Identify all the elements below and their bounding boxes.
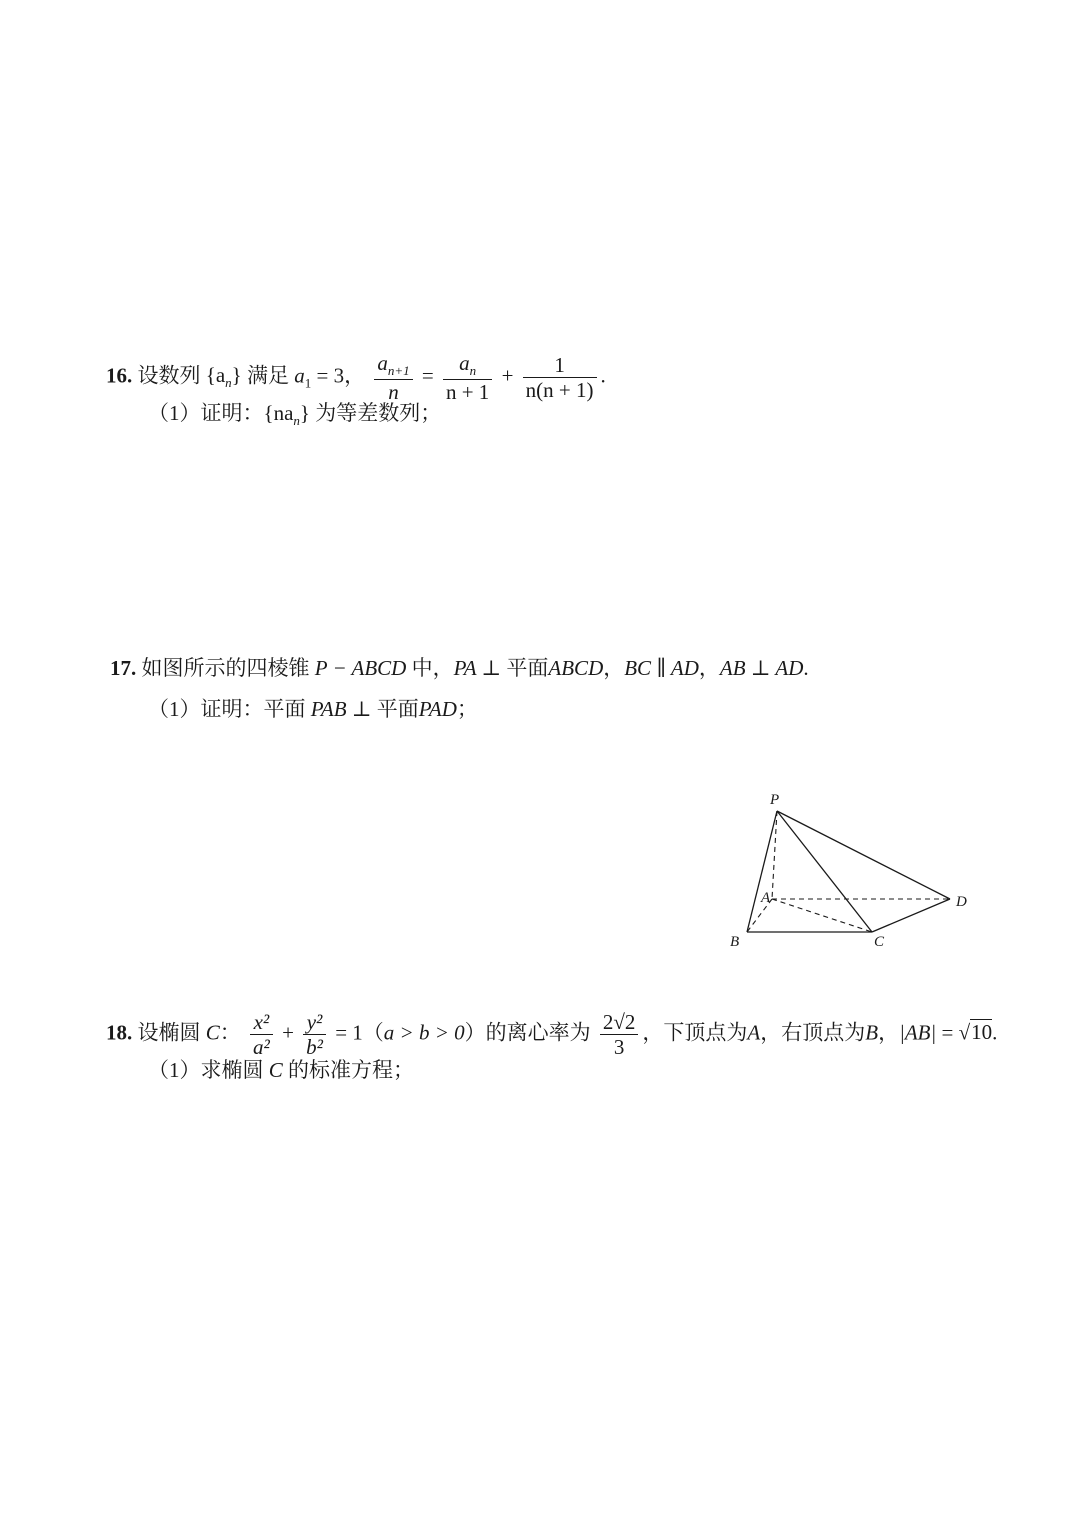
plane-word: 平面 xyxy=(376,697,419,721)
period: . xyxy=(992,1020,998,1045)
stem-text: 的离心率为 xyxy=(485,1020,591,1045)
vertex-label-a: A xyxy=(761,890,771,906)
problem-18-stem xyxy=(106,1010,997,1059)
equation-rhs: = 1（ xyxy=(335,1020,384,1045)
semicolon: ； xyxy=(456,697,478,721)
plane-pad: PAD xyxy=(418,697,457,721)
distance-ab: |AB| xyxy=(899,1020,937,1045)
stem-text: ，右顶点为 xyxy=(760,1020,866,1045)
sqrt-10: √10 xyxy=(958,1020,993,1045)
separator: ， xyxy=(603,656,625,680)
stem-text: 设数列 xyxy=(137,363,201,388)
pyramid-name: P − ABCD xyxy=(314,656,407,680)
a1-value: = 3， xyxy=(316,363,366,388)
vertex-label-c: C xyxy=(874,934,885,950)
period: . xyxy=(600,363,606,388)
problem-number: 17. xyxy=(110,656,137,680)
vertex-label-b: B xyxy=(730,934,740,950)
condition-a-b: a > b > 0 xyxy=(383,1020,465,1045)
fraction-x2-over-a2: $\frac{\text{x²}}{\text{a²}}$ xyxy=(250,1010,273,1059)
problem-number: 18. xyxy=(106,1020,133,1045)
edge-pb xyxy=(747,811,777,932)
fraction-a-n-over-n-plus-1: $\frac{a_n}{n + 1}$ xyxy=(443,351,492,404)
fraction-y2-over-b2: $\frac{\text{y²}}{\text{b²}}$ xyxy=(303,1010,326,1059)
ellipse-symbol: C xyxy=(205,1020,220,1045)
edge-pd xyxy=(777,811,950,899)
condition-ab-perp-ad: AB ⊥ AD xyxy=(719,656,804,680)
problem-17-stem xyxy=(110,658,809,679)
separator: ， xyxy=(698,656,720,680)
stem-text: 设椭圆 xyxy=(137,1020,201,1045)
edge-pa-hidden xyxy=(772,811,777,899)
vertex-b: B xyxy=(865,1020,879,1045)
separator: ， xyxy=(878,1020,900,1045)
part-label: （1）求椭圆 xyxy=(148,1058,264,1082)
part-text: 为等差数列； xyxy=(315,401,442,425)
problem-18-part1 xyxy=(148,1060,414,1081)
stem-text: 如图所示的四棱锥 xyxy=(141,656,310,680)
stem-text: ，下顶点为 xyxy=(642,1020,748,1045)
part-text: 的标准方程； xyxy=(288,1058,415,1082)
paren-close: ） xyxy=(464,1020,486,1045)
problem-17-part1 xyxy=(148,699,478,720)
ellipse-symbol: C xyxy=(268,1058,283,1082)
colon: ： xyxy=(219,1020,241,1045)
problem-number: 16. xyxy=(106,363,133,388)
plus-sign: + xyxy=(501,363,514,388)
stem-text: 满足 xyxy=(247,363,289,388)
fraction-a-n1-over-n: $\frac{a_{n+1}}{n}$ xyxy=(374,351,412,404)
vertex-label-p: P xyxy=(770,792,780,808)
edge-pc xyxy=(777,811,872,932)
period: . xyxy=(803,656,809,680)
fraction-eccentricity: $\frac{2√2}{3}$ xyxy=(600,1010,639,1059)
plane-word: 平面 xyxy=(506,656,549,680)
edge-cd xyxy=(872,899,950,932)
sequence-symbol: $\{a_n\}$ xyxy=(205,363,242,391)
fraction-1-over-n-n-plus-1: $\frac{1}{n(n + 1)}$ xyxy=(523,353,597,402)
equals-sign: = xyxy=(941,1020,954,1045)
plane-abcd: ABCD xyxy=(548,656,604,680)
vertex-label-d: D xyxy=(956,894,967,910)
equals-sign: = xyxy=(421,363,434,388)
condition-pa-perp: PA ⊥ xyxy=(453,656,502,680)
condition-bc-parallel-ad: BC ∥ AD xyxy=(624,656,699,680)
vertex-a: A xyxy=(747,1020,761,1045)
stem-text: 中， xyxy=(411,656,454,680)
pyramid-figure xyxy=(720,785,980,955)
part-label: （1）证明： xyxy=(148,401,264,425)
problem-16-stem xyxy=(106,351,606,404)
a1-subscript: 1 xyxy=(304,375,312,391)
na-n-sequence: $\{na_n\}$ xyxy=(263,401,310,429)
a1-symbol: a xyxy=(294,363,305,388)
plus-sign: + xyxy=(282,1020,294,1045)
plane-pab: PAB ⊥ xyxy=(310,697,372,721)
edge-ac-hidden xyxy=(772,899,872,932)
part-label: （1）证明：平面 xyxy=(148,697,306,721)
problem-16-part1 xyxy=(148,403,441,427)
